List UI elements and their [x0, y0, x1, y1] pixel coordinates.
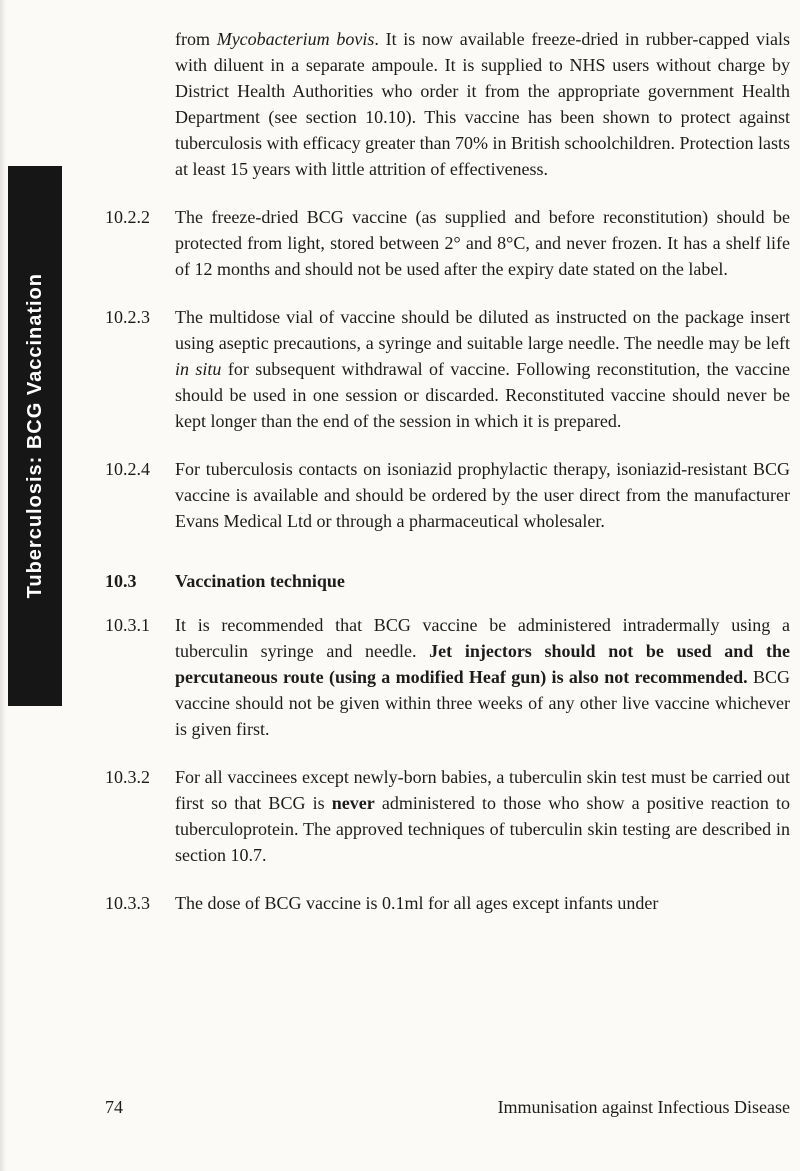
paragraph-text [175, 26, 790, 182]
book-title: Immunisation against Infectious Disease [497, 1097, 790, 1117]
chapter-sidebar-tab [8, 166, 62, 706]
text-segment: The multidose vial of vaccine should be diluted as instructed on the package insert using aseptic precautions, a syringe and suitable large needle. The needle may be left [175, 307, 790, 353]
text-segment: It is recommended that BCG vaccine be administered intradermally using a tuberculin syringe and needle. [175, 615, 790, 661]
text-segment: Mycobacterium bovis [216, 29, 375, 49]
text-segment: in situ [175, 359, 222, 379]
section-number: 10.2.2 [105, 207, 150, 227]
section-number: 10.3.3 [105, 893, 150, 913]
paragraph [105, 26, 790, 182]
text-segment: from [175, 29, 217, 49]
text-segment: The freeze-dried BCG vaccine (as supplied and before reconstitution) should be protected from light, stored between 2° and 8°C, and never frozen. It has a shelf life of 12 months and should not be used after the expiry date stated on the label. [175, 207, 790, 279]
paragraph [105, 890, 790, 916]
text-segment: Jet injectors should not be used and the percutaneous route (using a modified Heaf gun) is also not recommended. [175, 641, 790, 687]
paragraph [105, 456, 790, 534]
text-segment: administered to those who show a positive reaction to tuberculoprotein. The approved techniques of tuberculin skin testing are described in section 10.7. [175, 793, 790, 865]
paragraph-text [175, 456, 790, 534]
text-segment: For all vaccinees except newly-born babies, a tuberculin skin test must be carried out first so that BCG is [175, 767, 790, 813]
text-segment: Vaccination technique [175, 571, 345, 591]
chapter-title-vertical: Tuberculosis: BCG Vaccination [23, 273, 46, 599]
section-number [105, 26, 175, 182]
page-footer [105, 1094, 790, 1120]
page-content [105, 26, 790, 938]
section-number: 10.3.2 [105, 767, 150, 787]
section-number: 10.3.1 [105, 615, 150, 635]
text-segment: BCG vaccine should not be given within three weeks of any other live vaccine whichever is given first. [175, 667, 790, 739]
paragraph [105, 612, 790, 742]
text-segment: never [331, 793, 375, 813]
text-segment: For tuberculosis contacts on isoniazid prophylactic therapy, isoniazid-resistant BCG vaccine is available and should be ordered by the user direct from the manufacturer Evans Medical Ltd or through a pharmaceutical wholesaler. [175, 459, 790, 531]
paragraph-text [175, 612, 790, 742]
paragraph-text [175, 890, 790, 916]
paragraph-text [175, 764, 790, 868]
text-segment: . It is now available freeze-dried in rubber-capped vials with diluent in a separate ampoule. It is supplied to NHS users without charge by District Health Authorities who order it from the appropriate government Health Department (see section 10.10). This vaccine has been shown to protect against tuberculosis with efficacy greater than 70% in British schoolchildren. Protection lasts at least 15 years with little attrition of effectiveness. [175, 29, 791, 179]
section-number: 10.2.4 [105, 459, 150, 479]
paragraph [105, 304, 790, 434]
paragraph-text [175, 304, 790, 434]
paragraph-text [175, 204, 790, 282]
text-segment: The dose of BCG vaccine is 0.1ml for all ages except infants under [175, 893, 659, 913]
page-number: 74 [105, 1097, 123, 1117]
paragraph [105, 204, 790, 282]
section-number: 10.3 [105, 571, 137, 591]
section-heading-text [175, 568, 790, 594]
paragraph [105, 764, 790, 868]
text-segment: for subsequent withdrawal of vaccine. Following reconstitution, the vaccine should be used in one session or discarded. Reconstituted vaccine should never be kept longer than the end of the session in which it is prepared. [175, 359, 790, 431]
section-heading [105, 568, 790, 594]
section-number: 10.2.3 [105, 307, 150, 327]
